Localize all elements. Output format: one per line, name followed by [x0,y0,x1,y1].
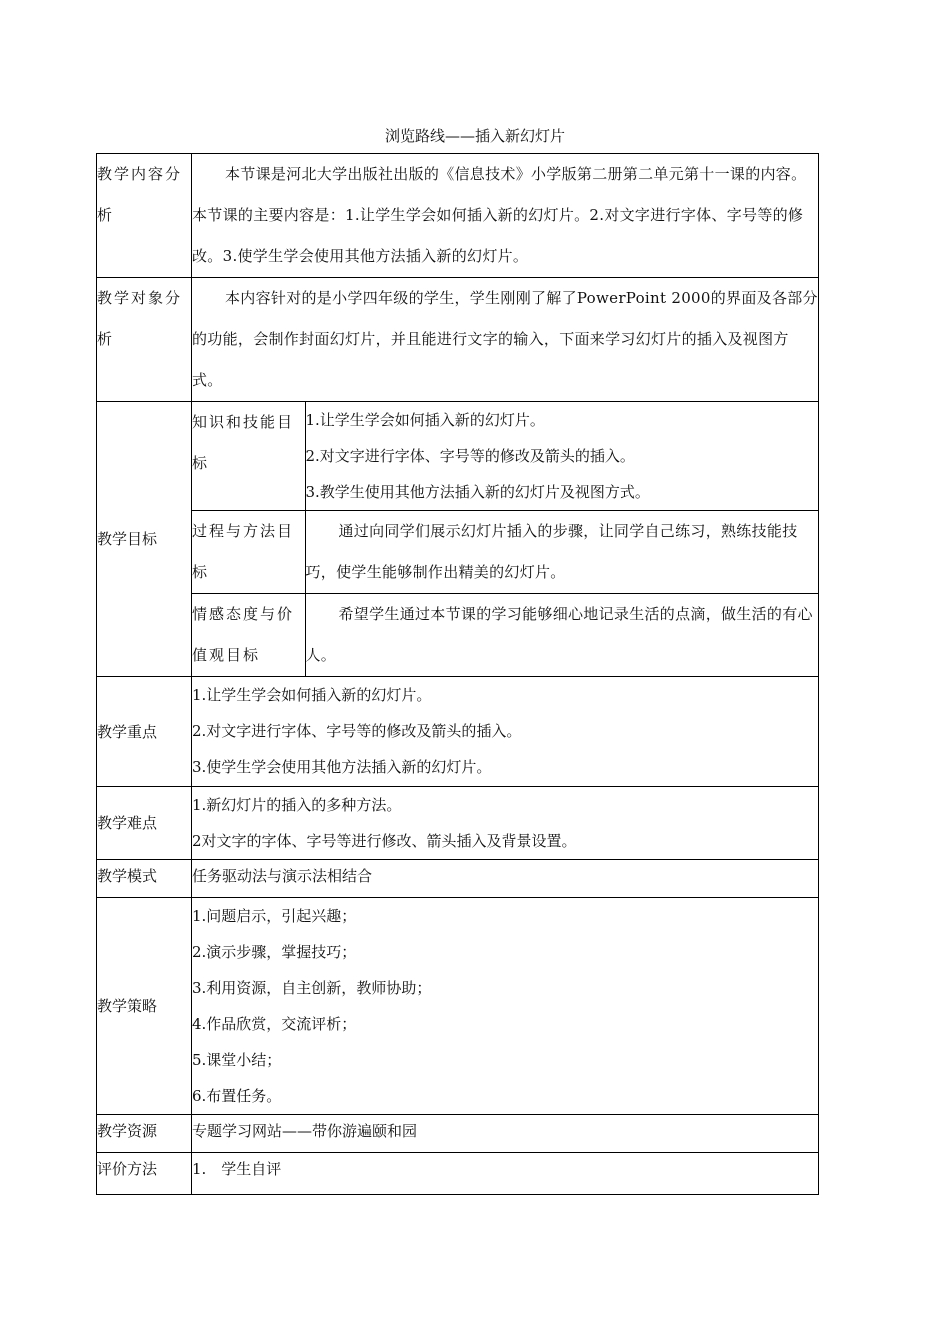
list-item: 1.让学生学会如何插入新的幻灯片。 [305,411,545,429]
goal-row-emotion [192,594,818,677]
key-points-list [192,677,819,787]
strategy-list [192,898,819,1115]
list-item: 2.对文字进行字体、字号等的修改及箭头的插入。 [192,722,522,740]
row-label: 教学内容分析 [97,154,192,278]
goal-label: 过程与方法目标 [192,511,305,594]
row-label: 教学资源 [97,1115,192,1153]
list-item: 5.课堂小结； [192,1051,282,1069]
row-label: 教学对象分析 [97,278,192,402]
goal-row-process [192,511,818,594]
evaluation-text: 1. 学生自评 [192,1153,819,1195]
list-item: 6.布置任务。 [192,1087,282,1105]
lesson-plan-table [96,153,819,1195]
row-label: 教学重点 [97,677,192,787]
page-title: 浏览路线——插入新幻灯片 [384,127,565,145]
row-label: 评价方法 [97,1153,192,1195]
table-row-key-points [97,677,819,787]
goal-knowledge-items [305,402,818,511]
list-item: 3.利用资源，自主创新，教师协助； [192,979,432,997]
goal-row-knowledge [192,402,818,511]
row-label: 教学目标 [97,402,192,677]
table-row-mode [97,860,819,898]
table-row-content-analysis [97,154,819,278]
goal-emotion-text: 希望学生通过本节课的学习能够细心地记录生活的点滴，做生活的有心人。 [305,594,818,677]
list-item: 1.新幻灯片的插入的多种方法。 [192,796,402,814]
list-item: 4.作品欣赏，交流评析； [192,1015,357,1033]
list-item: 2对文字的字体、字号等进行修改、箭头插入及背景设置。 [192,832,577,850]
table-row-resources [97,1115,819,1153]
row-label: 教学难点 [97,787,192,860]
table-row-goals [97,402,819,677]
list-item: 1.问题启示，引起兴趣； [192,907,357,925]
goal-label: 情感态度与价值观目标 [192,594,305,677]
list-item: 3.使学生学会使用其他方法插入新的幻灯片。 [192,758,492,776]
goal-process-text: 通过向同学们展示幻灯片插入的步骤，让同学自己练习，熟练技能技巧，使学生能够制作出精美的幻灯片。 [305,511,818,594]
target-analysis-text: 本内容针对的是小学四年级的学生，学生刚刚了解了PowerPoint 2000的界面及各部分的功能，会制作封面幻灯片，并且能进行文字的输入，下面来学习幻灯片的插入及视图方式。 [192,278,819,402]
list-item: 1.让学生学会如何插入新的幻灯片。 [192,686,432,704]
row-label: 教学策略 [97,898,192,1115]
list-item: 2.演示步骤，掌握技巧； [192,943,357,961]
goals-subtable [192,402,818,676]
table-row-difficulties [97,787,819,860]
content-analysis-text: 本节课是河北大学出版社出版的《信息技术》小学版第二册第二单元第十一课的内容。本节课的主要内容是：1.让学生学会如何插入新的幻灯片。2.对文字进行字体、字号等的修改。3.使学生学会使用其他方法插入新的幻灯片。 [192,154,819,278]
difficulties-list [192,787,819,860]
list-item: 2.对文字进行字体、字号等的修改及箭头的插入。 [305,447,635,465]
table-row-evaluation [97,1153,819,1195]
row-label: 教学模式 [97,860,192,898]
resources-text: 专题学习网站——带你游遍颐和园 [192,1115,819,1153]
goal-label: 知识和技能目标 [192,402,305,511]
mode-text: 任务驱动法与演示法相结合 [192,860,819,898]
list-item: 3.教学生使用其他方法插入新的幻灯片及视图方式。 [305,483,650,501]
table-row-target-analysis [97,278,819,402]
table-row-strategy [97,898,819,1115]
